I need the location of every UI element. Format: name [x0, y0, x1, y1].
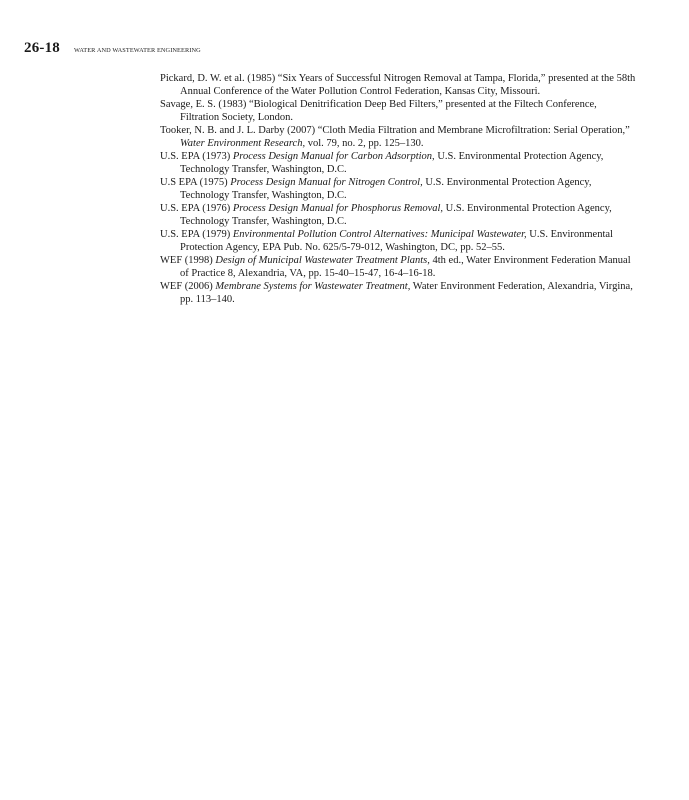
reference-pickard-1985	[160, 72, 638, 98]
reference-title: Design of Municipal Wastewater Treatment Plants,	[215, 255, 430, 266]
reference-text: U.S. EPA (1979)	[160, 229, 233, 240]
reference-text: U.S. Environmental Protection Agency, Technology Transfer, Washington, D.C.	[180, 203, 612, 227]
reference-text: WEF (1998)	[160, 255, 216, 266]
reference-list	[160, 72, 638, 306]
reference-text: WEF (2006)	[160, 281, 216, 292]
reference-title: Membrane Systems for Wastewater Treatment,	[215, 281, 411, 292]
reference-epa-1979	[160, 228, 638, 254]
running-title: WATER AND WASTEWATER ENGINEERING	[74, 47, 201, 54]
reference-title: Process Design Manual for Nitrogen Control,	[230, 177, 423, 188]
reference-savage-1983	[160, 98, 638, 124]
reference-epa-1975	[160, 176, 638, 202]
reference-text: U.S. EPA (1973)	[160, 151, 233, 162]
reference-title: Process Design Manual for Phosphorus Removal,	[232, 203, 444, 214]
reference-text: Pickard, D. W. et al. (1985) “Six Years of Successful Nitrogen Removal at Tampa, Florida,” presented at the 58th Annual Conference of the Water Pollution Control Federation, Kansas City, Missouri.	[160, 73, 636, 97]
reference-text: U.S. Environmental Protection Agency, EPA Pub. No. 625/5-79-012, Washington, DC, pp. 52–55.	[180, 229, 613, 253]
reference-title: Process Design Manual for Carbon Adsorption,	[232, 151, 435, 162]
reference-epa-1973	[160, 150, 638, 176]
reference-text: Water Environment Federation, Alexandria, Virgina, pp. 113–140.	[180, 281, 633, 305]
reference-title: Water Environment Research,	[180, 138, 306, 149]
reference-text: Savage, E. S. (1983) “Biological Denitrification Deep Bed Filters,” presented at the Filtech Conference, Filtration Society, London.	[160, 99, 597, 123]
reference-wef-1998	[160, 254, 638, 280]
reference-text: U.S. EPA (1976)	[160, 203, 233, 214]
running-head	[24, 40, 201, 57]
reference-text: 4th ed., Water Environment Federation Manual of Practice 8, Alexandria, VA, pp. 15-40–15-47, 16-4–16-18.	[180, 255, 631, 279]
reference-tooker-2007	[160, 124, 638, 150]
reference-text: vol. 79, no. 2, pp. 125–130.	[305, 138, 424, 149]
reference-wef-2006	[160, 280, 638, 306]
reference-text: U.S. Environmental Protection Agency, Technology Transfer, Washington, D.C.	[180, 177, 592, 201]
reference-title: Environmental Pollution Control Alternatives: Municipal Wastewater,	[232, 229, 527, 240]
reference-text: U.S. Environmental Protection Agency, Technology Transfer, Washington, D.C.	[180, 151, 604, 175]
reference-text: Tooker, N. B. and J. L. Darby (2007) “Cloth Media Filtration and Membrane Microfiltration: Serial Operation,”	[160, 125, 630, 136]
reference-text: U.S EPA (1975)	[160, 177, 231, 188]
reference-epa-1976	[160, 202, 638, 228]
page-number: 26-18	[24, 40, 60, 56]
